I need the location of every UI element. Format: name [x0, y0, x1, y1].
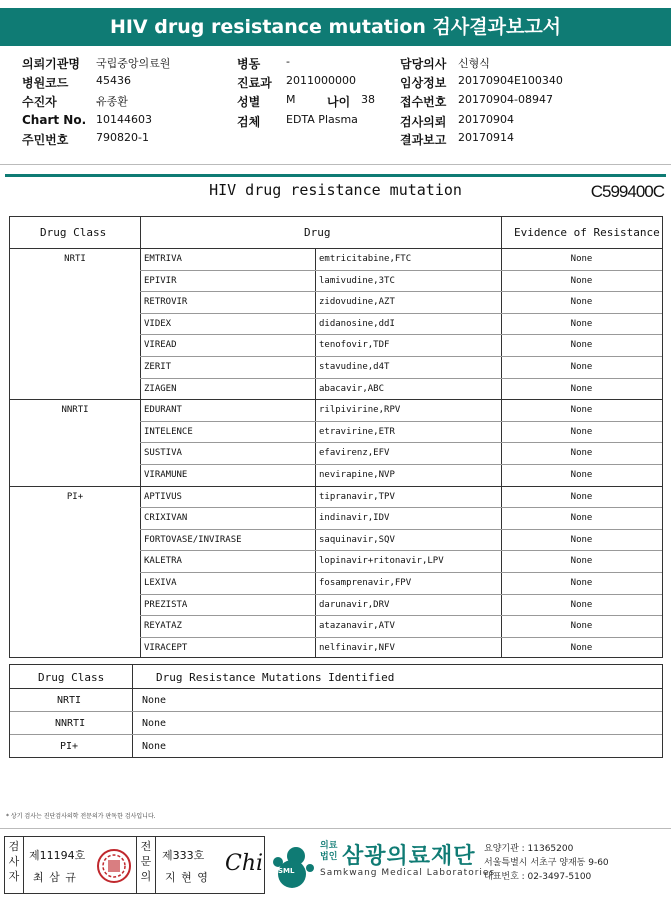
report-code: C599400C — [590, 182, 664, 201]
drug-brand-cell: RETROVIR — [144, 297, 188, 308]
age-label: 나이 — [327, 95, 351, 109]
drug-class-cell: NRTI — [64, 254, 86, 264]
drug-brand-cell: SUSTIVA — [144, 448, 182, 459]
signature-box — [4, 836, 265, 894]
drug-generic-cell: tenofovir,TDF — [319, 340, 390, 351]
drug-generic-cell: lopinavir+ritonavir,LPV — [319, 556, 444, 567]
specialist-signature: Chi — [225, 851, 264, 876]
column-divider — [315, 248, 316, 657]
resident-no-label: 주민번호 — [22, 133, 69, 147]
specialist-label: 전문의 — [140, 840, 152, 883]
drug-generic-cell: tipranavir,TPV — [319, 491, 395, 502]
mutations-row-class: PI+ — [60, 741, 79, 752]
drug-generic-cell: nelfinavir,NFV — [319, 642, 395, 653]
evidence-cell: None — [570, 556, 593, 567]
section-divider — [5, 174, 666, 177]
evidence-cell: None — [570, 318, 593, 329]
row-divider — [140, 464, 662, 465]
evidence-cell: None — [570, 448, 593, 459]
doctor-label: 담당의사 — [400, 57, 447, 71]
drug-brand-cell: APTIVUS — [144, 491, 182, 502]
sex-label: 성별 — [237, 95, 261, 109]
resident-no-value: 790820-1 — [96, 131, 149, 144]
patient-name-label: 수진자 — [22, 95, 57, 109]
row-divider — [10, 734, 662, 735]
evidence-cell: None — [570, 340, 593, 351]
drug-generic-cell: lamivudine,3TC — [319, 275, 395, 286]
drug-generic-cell: darunavir,DRV — [319, 599, 390, 610]
row-divider — [140, 572, 662, 573]
foundation-phone: 대표번호 : 02-3497-5100 — [484, 872, 592, 882]
institution-label: 의뢰기관명 — [22, 57, 80, 71]
drug-brand-cell: ZERIT — [144, 362, 172, 372]
drug-brand-cell: VIRACEPT — [144, 642, 188, 653]
evidence-cell: None — [570, 254, 593, 264]
drug-generic-cell: efavirenz,EFV — [319, 448, 390, 459]
drug-generic-cell: rilpivirine,RPV — [319, 405, 401, 416]
inspector-name: 최 삼 규 — [33, 871, 77, 884]
drug-generic-cell: emtricitabine,FTC — [319, 254, 412, 264]
evidence-cell: None — [570, 470, 593, 480]
foundation-address: 서울특별시 서초구 양재동 9-60 — [484, 858, 609, 868]
drug-brand-cell: EPIVIR — [144, 275, 177, 286]
row-divider — [140, 270, 662, 271]
evidence-cell: None — [570, 534, 593, 545]
patient-name-value: 유종환 — [96, 95, 128, 108]
evidence-cell: None — [570, 491, 593, 502]
divider — [0, 828, 671, 829]
row-divider — [140, 550, 662, 551]
row-divider — [140, 507, 662, 508]
sml-logo-icon — [270, 838, 318, 890]
drug-brand-cell: PREZISTA — [144, 599, 188, 610]
column-divider — [23, 837, 24, 893]
column-divider — [140, 248, 141, 657]
inspector-license: 제11194호 — [29, 849, 86, 862]
receipt-no-label: 접수번호 — [400, 95, 447, 109]
request-date-label: 검사의뢰 — [400, 115, 447, 129]
evidence-cell: None — [570, 362, 593, 372]
request-date-value: 20170904 — [458, 113, 514, 126]
doctor-value: 신형식 — [458, 57, 490, 70]
drug-brand-cell: LEXIVA — [144, 578, 177, 588]
row-divider — [10, 486, 662, 487]
column-divider — [155, 837, 156, 893]
row-divider — [140, 637, 662, 638]
header-drug: Drug — [304, 226, 331, 239]
row-divider — [10, 711, 662, 712]
specialist-license: 제333호 — [162, 849, 205, 862]
inspector-seal-stamp — [95, 847, 133, 885]
foundation-name: 삼광의료재단 — [342, 844, 476, 869]
drug-generic-cell: didanosine,ddI — [319, 318, 395, 329]
department-value: 2011000000 — [286, 74, 356, 87]
foundation-prefix-top: 의료 — [320, 841, 338, 851]
mutations-row-class: NRTI — [57, 695, 82, 706]
logo-text: SML — [278, 867, 295, 875]
specialist-name: 지 현 영 — [165, 871, 209, 884]
column-divider — [140, 217, 141, 249]
drug-generic-cell: indinavir,IDV — [319, 513, 390, 524]
foundation-prefix-bottom: 법인 — [320, 852, 338, 862]
drug-brand-cell: REYATAZ — [144, 621, 182, 632]
row-divider — [140, 421, 662, 422]
department-label: 진료과 — [237, 76, 272, 90]
row-divider — [140, 313, 662, 314]
evidence-cell: None — [570, 405, 593, 416]
hospital-code-value: 45436 — [96, 74, 131, 87]
drug-generic-cell: zidovudine,AZT — [319, 297, 395, 308]
inspector-label: 검사자 — [8, 840, 20, 883]
row-divider — [140, 291, 662, 292]
ward-value: - — [286, 55, 290, 68]
divider — [0, 164, 671, 165]
row-divider — [140, 356, 662, 357]
row-divider — [10, 688, 662, 689]
hospital-code-label: 병원코드 — [22, 76, 69, 90]
row-divider — [140, 615, 662, 616]
evidence-cell: None — [570, 513, 593, 524]
chart-no-value: 10144603 — [96, 113, 152, 126]
header-drug-class: Drug Class — [40, 226, 107, 239]
report-header-title: HIV drug resistance mutation 검사결과보고서 — [0, 8, 671, 46]
evidence-cell: None — [570, 642, 593, 653]
mutations-row-value: None — [142, 695, 167, 706]
institution-value: 국립중앙의료원 — [96, 57, 171, 70]
drug-brand-cell: INTELENCE — [144, 426, 193, 437]
drug-brand-cell: EMTRIVA — [144, 254, 182, 264]
report-date-label: 결과보고 — [400, 133, 447, 147]
drug-generic-cell: fosamprenavir,FPV — [319, 578, 412, 588]
drug-generic-cell: abacavir,ABC — [319, 383, 385, 394]
drug-generic-cell: atazanavir,ATV — [319, 621, 395, 632]
drug-generic-cell: etravirine,ETR — [319, 426, 395, 437]
footnote: * 상기 검사는 진단검사의학 전문의가 판독한 검사입니다. — [6, 813, 156, 820]
report-title: HIV drug resistance mutation — [209, 181, 462, 199]
drug-brand-cell: VIDEX — [144, 318, 172, 329]
drug-brand-cell: ZIAGEN — [144, 383, 177, 394]
row-divider — [140, 594, 662, 595]
header-evidence: Evidence of Resistance — [514, 226, 660, 239]
nursing-code: 요양기관 : 11365200 — [484, 844, 574, 854]
drug-generic-cell: saquinavir,SQV — [319, 534, 395, 545]
drug-brand-cell: CRIXIVAN — [144, 513, 188, 524]
evidence-cell: None — [570, 621, 593, 632]
resistance-table-header — [10, 217, 662, 249]
drug-generic-cell: stavudine,d4T — [319, 362, 390, 372]
drug-generic-cell: nevirapine,NVP — [319, 470, 395, 480]
row-divider — [140, 529, 662, 530]
age-value: 38 — [361, 93, 375, 106]
mutations-header-mutations: Drug Resistance Mutations Identified — [156, 671, 395, 684]
drug-brand-cell: VIREAD — [144, 340, 177, 351]
sex-value: M — [286, 93, 296, 106]
clinical-info-value: 20170904E100340 — [458, 74, 563, 87]
mutations-row-value: None — [142, 718, 167, 729]
specimen-label: 검체 — [237, 115, 261, 129]
row-divider — [140, 334, 662, 335]
drug-class-cell: NNRTI — [61, 405, 89, 416]
mutations-header-class: Drug Class — [38, 671, 105, 684]
evidence-cell: None — [570, 599, 593, 610]
row-divider — [140, 442, 662, 443]
specimen-value: EDTA Plasma — [286, 113, 358, 126]
drug-brand-cell: KALETRA — [144, 556, 182, 567]
clinical-info-label: 임상정보 — [400, 76, 447, 90]
mutations-row-value: None — [142, 741, 167, 752]
chart-no-label: Chart No. — [22, 113, 87, 127]
mutations-table — [9, 664, 663, 758]
drug-brand-cell: FORTOVASE/INVIRASE — [144, 534, 242, 545]
drug-class-cell: PI+ — [66, 491, 84, 502]
foundation-english-name: Samkwang Medical Laboratories — [320, 868, 496, 878]
receipt-no-value: 20170904-08947 — [458, 93, 553, 106]
drug-brand-cell: VIRAMUNE — [144, 470, 188, 480]
row-divider — [10, 399, 662, 400]
mutations-row-class: NNRTI — [55, 718, 86, 729]
evidence-cell: None — [570, 383, 593, 394]
evidence-cell: None — [570, 275, 593, 286]
patient-info-section — [0, 50, 671, 160]
drug-brand-cell: EDURANT — [144, 405, 182, 416]
row-divider — [140, 378, 662, 379]
report-date-value: 20170914 — [458, 131, 514, 144]
foundation-branding — [270, 836, 670, 894]
evidence-cell: None — [570, 426, 593, 437]
evidence-cell: None — [570, 578, 593, 588]
evidence-cell: None — [570, 297, 593, 308]
ward-label: 병동 — [237, 57, 261, 71]
resistance-table — [9, 216, 663, 658]
